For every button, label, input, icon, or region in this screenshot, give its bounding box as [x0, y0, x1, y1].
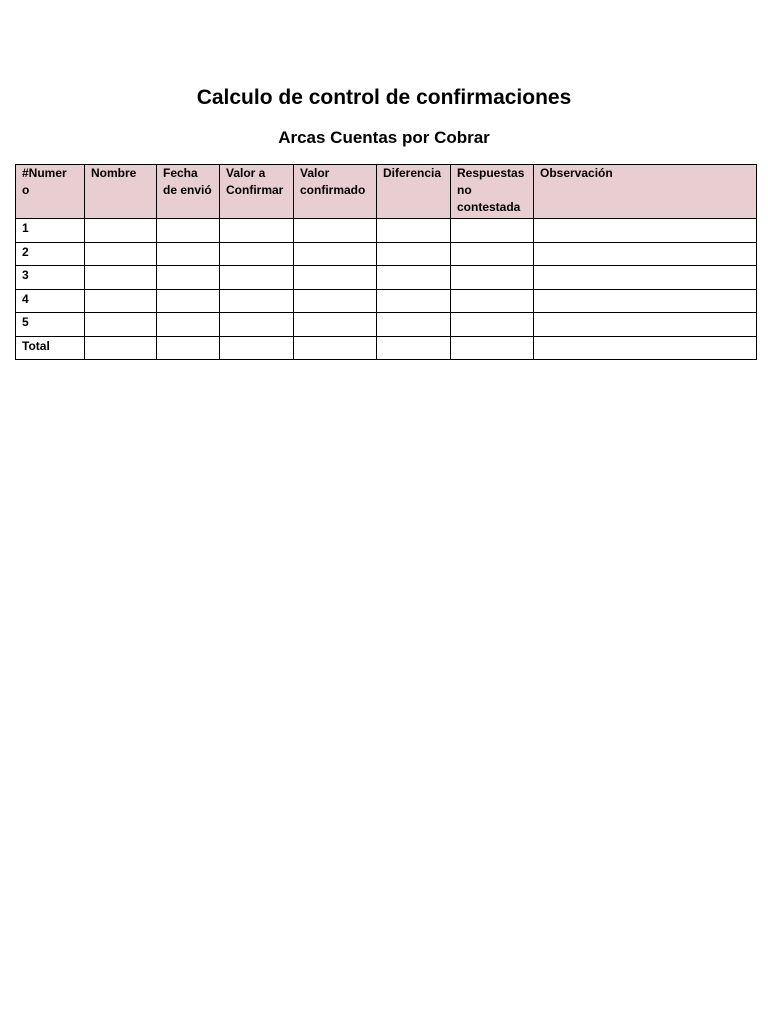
table-cell: Total: [16, 336, 85, 360]
table-cell: [294, 313, 377, 337]
table-cell: [220, 336, 294, 360]
table-cell: [534, 313, 757, 337]
table-cell: [85, 242, 157, 266]
table-cell: [85, 266, 157, 290]
table-cell: 4: [16, 289, 85, 313]
header-diferencia: Diferencia: [377, 165, 451, 219]
table-cell: [534, 289, 757, 313]
table-cell: [377, 242, 451, 266]
table-cell: [85, 289, 157, 313]
table-cell: [157, 336, 220, 360]
table-cell: [534, 266, 757, 290]
table-row: [16, 266, 757, 290]
header-respuestas-no-contestada: Respuestas no contestada: [451, 165, 534, 219]
table-cell: [451, 336, 534, 360]
table-cell: 5: [16, 313, 85, 337]
table-cell: 3: [16, 266, 85, 290]
table-cell: [157, 313, 220, 337]
table-cell: 2: [16, 242, 85, 266]
page-title: Calculo de control de confirmaciones: [196, 86, 572, 109]
table-cell: 1: [16, 219, 85, 243]
table-cell: [451, 242, 534, 266]
table-cell: [220, 242, 294, 266]
table-row: [16, 289, 757, 313]
table-total-row: [16, 336, 757, 360]
table-cell: [534, 219, 757, 243]
table-cell: [220, 289, 294, 313]
table-cell: [85, 313, 157, 337]
table-cell: [157, 266, 220, 290]
header-nombre: Nombre: [85, 165, 157, 219]
table-cell: [294, 289, 377, 313]
table-cell: [294, 242, 377, 266]
table-cell: [534, 242, 757, 266]
table-cell: [377, 289, 451, 313]
table-row: [16, 219, 757, 243]
table-cell: [294, 219, 377, 243]
table-cell: [157, 219, 220, 243]
table-cell: [294, 336, 377, 360]
header-valor-confirmado: Valor confirmado: [294, 165, 377, 219]
table-cell: [451, 313, 534, 337]
table-row: [16, 313, 757, 337]
header-valor-a-confirmar: Valor a Confirmar: [220, 165, 294, 219]
table-cell: [377, 266, 451, 290]
table-header-row: [16, 165, 757, 219]
page-subtitle: Arcas Cuentas por Cobrar: [278, 128, 490, 147]
table-cell: [85, 219, 157, 243]
table-cell: [377, 313, 451, 337]
table-cell: [220, 219, 294, 243]
table-cell: [85, 336, 157, 360]
header-numero: #Numer o: [16, 165, 85, 219]
table-cell: [157, 242, 220, 266]
table-cell: [451, 289, 534, 313]
table-cell: [451, 219, 534, 243]
header-fecha-de-envio: Fecha de envió: [157, 165, 220, 219]
header-observacion: Observación: [534, 165, 757, 219]
table-row: [16, 242, 757, 266]
table-cell: [157, 289, 220, 313]
table-cell: [294, 266, 377, 290]
table-cell: [220, 313, 294, 337]
table-cell: [534, 336, 757, 360]
table-cell: [451, 266, 534, 290]
table-cell: [377, 219, 451, 243]
confirmations-table: [15, 164, 757, 360]
table-cell: [220, 266, 294, 290]
table-cell: [377, 336, 451, 360]
